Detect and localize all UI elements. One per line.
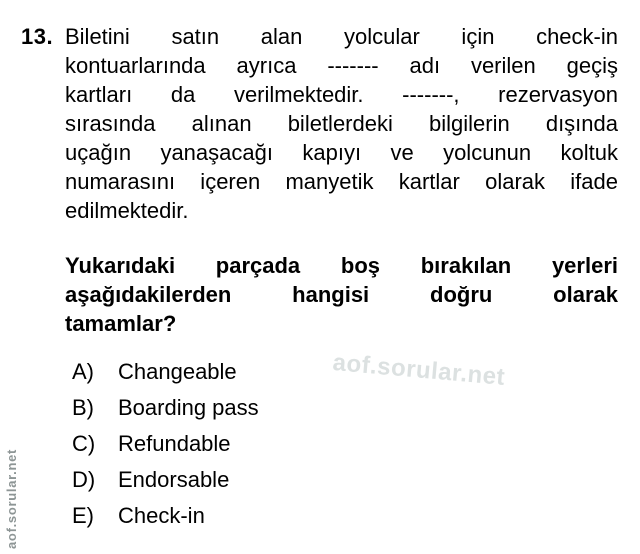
option-e[interactable] [72, 498, 618, 534]
question-content [65, 22, 618, 534]
watermark-left-vertical: aof.sorular.net [4, 448, 19, 549]
paragraph-line: numarasını içeren manyetik kartlar olarak ifade [65, 169, 618, 194]
option-b-text: Boarding pass [118, 395, 259, 420]
option-b-letter: B) [72, 395, 94, 420]
paragraph-line: kontuarlarında ayrıca ------- adı verilen geçiş [65, 53, 618, 78]
options-list [65, 354, 618, 534]
stem-line: Yukarıdaki parçada boş bırakılan yerleri [65, 253, 618, 278]
option-a-letter: A) [72, 359, 94, 384]
option-c[interactable] [72, 426, 618, 462]
question-number: 13. [21, 24, 54, 49]
option-e-letter: E) [72, 503, 94, 528]
option-d[interactable] [72, 462, 618, 498]
option-b[interactable] [72, 390, 618, 426]
option-a-text: Changeable [118, 359, 237, 384]
stem-line: aşağıdakilerden hangisi doğru olarak [65, 282, 618, 307]
paragraph-line: uçağın yanaşacağı kapıyı ve yolcunun koltuk [65, 140, 618, 165]
option-c-letter: C) [72, 431, 96, 456]
question-paragraph [65, 22, 618, 225]
paragraph-line: sırasında alınan biletlerdeki bilgilerin dışında [65, 111, 618, 136]
option-d-letter: D) [72, 467, 96, 492]
paragraph-line: Biletini satın alan yolcular için check-in [65, 24, 618, 49]
option-d-text: Endorsable [118, 467, 230, 492]
paragraph-line: kartları da verilmektedir. -------, rezervasyon [65, 82, 618, 107]
option-c-text: Refundable [118, 431, 231, 456]
watermark-center: aof.sorular.net [331, 349, 507, 391]
option-e-text: Check-in [118, 503, 205, 528]
question-stem [65, 251, 618, 338]
paragraph-line: edilmektedir. [65, 198, 189, 223]
stem-line: tamamlar? [65, 311, 177, 336]
option-a[interactable] [72, 354, 618, 390]
